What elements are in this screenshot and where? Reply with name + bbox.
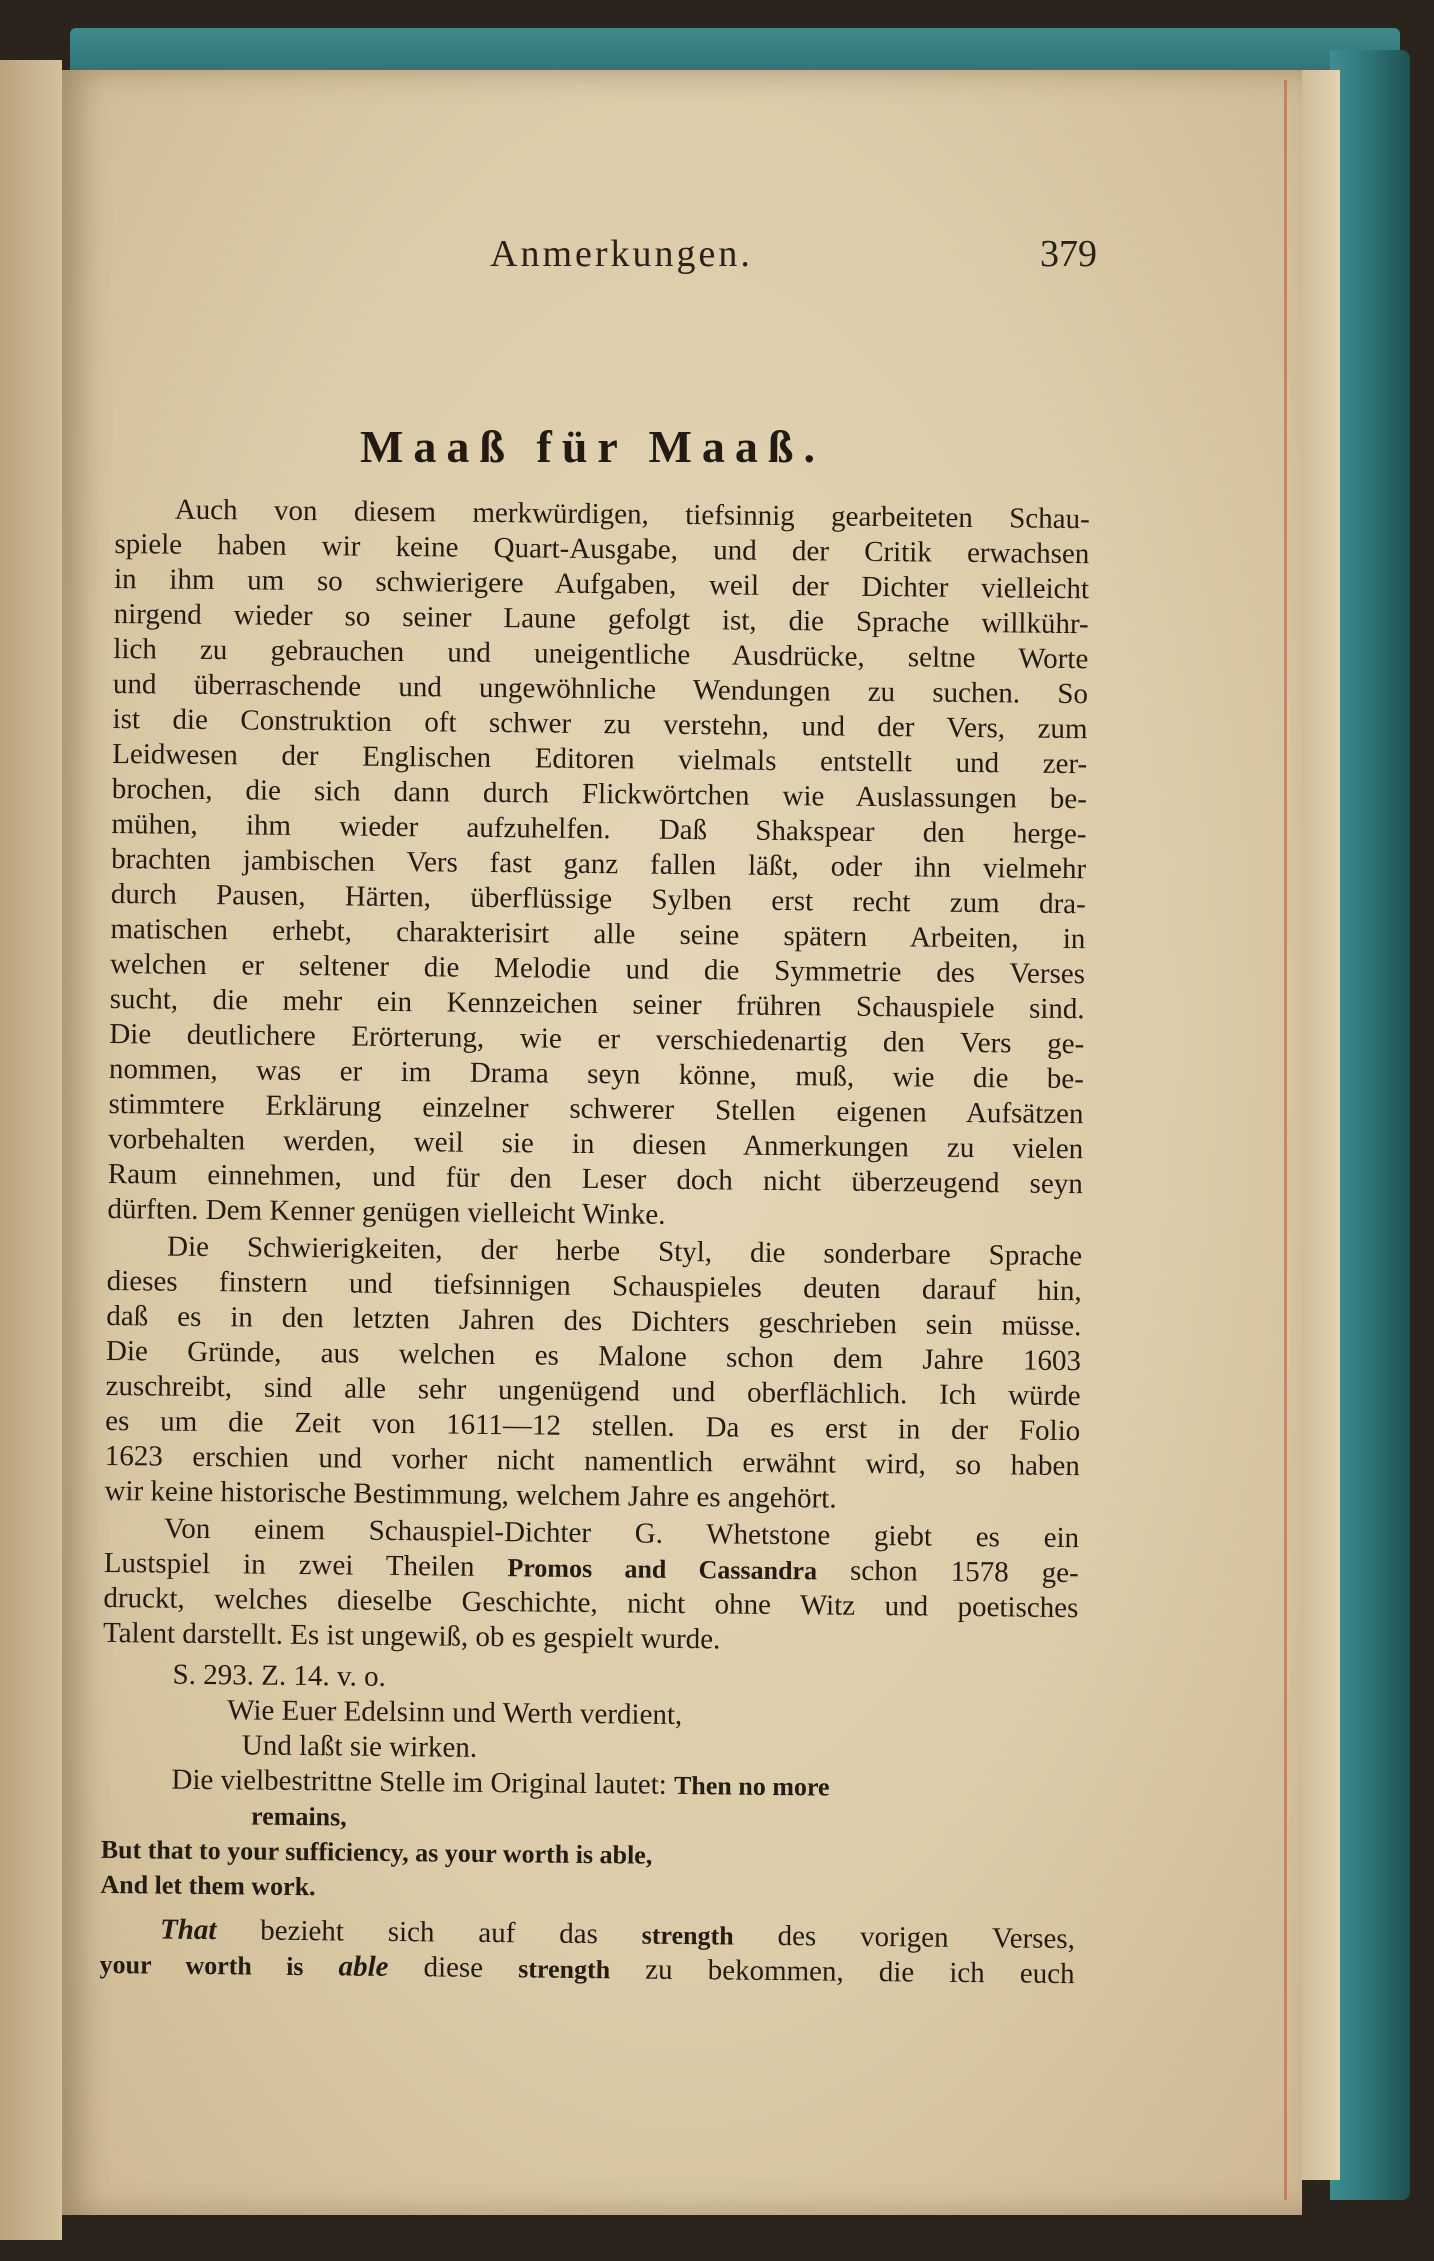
- text-line: vorbehalten werden, weil sie in diesen Anmerkungen zu vielen: [108, 1122, 1084, 1166]
- body-text: [99, 492, 1090, 1992]
- verse-line: Wie Euer Edelsinn und Werth verdient,: [227, 1694, 683, 1732]
- text-line: dieses finstern und tiefsinnigen Schauspieles deuten darauf hin,: [106, 1264, 1082, 1308]
- text-line: Die Schwierigkeiten, der herbe Styl, die sonderbare Sprache: [166, 1230, 1083, 1273]
- section-title: Maaß für Maaß.: [360, 421, 825, 472]
- text-segment: strength: [518, 1954, 611, 1985]
- text-line: druckt, welches dieselbe Geschichte, nicht ohne Witz und poetisches: [103, 1581, 1079, 1625]
- text-line: spiele haben wir keine Quart-Ausgabe, und der Critik erwachsen: [114, 527, 1090, 571]
- text-segment: Die vielbestrittne Stelle im Original lautet:: [171, 1763, 667, 1801]
- facing-page-edge: [0, 60, 62, 2240]
- paragraph-1: [107, 492, 1090, 1237]
- text-line: nirgend wieder so seiner Laune gefolgt ist, die Sprache willkühr-: [113, 597, 1089, 641]
- text-segment: des vorigen Verses,: [777, 1920, 1076, 1956]
- text-line: Leidwesen der Englischen Editoren vielmals entstellt und zer-: [112, 737, 1088, 781]
- page-number: 379: [1040, 233, 1097, 275]
- text-line: brachten jambischen Vers fast ganz fallen läßt, oder ihn vielmehr: [110, 842, 1087, 886]
- text-segment: That: [159, 1913, 217, 1947]
- english-quote: But that to your sufficiency, as your worth is able,: [100, 1834, 653, 1870]
- text-segment: strength: [641, 1920, 734, 1951]
- text-line: matischen erhebt, charakterisirt alle seine spätern Arbeiten, in: [110, 912, 1086, 956]
- text-line: sucht, die mehr ein Kennzeichen seiner frühren Schauspiele sind.: [109, 982, 1085, 1026]
- text-line: Die deutlichere Erörterung, wie er verschiedenartig den Vers ge-: [109, 1017, 1085, 1061]
- running-title: Anmerkungen.: [490, 233, 753, 275]
- text-line: stimmtere Erklärung einzelner schwerer Stellen eigenen Aufsätzen: [108, 1087, 1084, 1131]
- english-quote: remains,: [250, 1801, 347, 1832]
- text-segment: diese: [423, 1951, 484, 1984]
- paragraph-2: [104, 1229, 1082, 1519]
- english-quote: Then no more: [673, 1770, 830, 1802]
- text-line: ist die Construktion oft schwer zu verstehn, und der Vers, zum: [112, 702, 1088, 746]
- book-cover-right-edge: [1330, 50, 1410, 2200]
- text-line: welchen er seltener die Melodie und die Symmetrie des Verses: [109, 947, 1086, 991]
- text-line: dürften. Dem Kenner genügen vielleicht Winke.: [107, 1192, 666, 1231]
- text-segment: bezieht sich auf das: [260, 1914, 599, 1951]
- text-line: Von einem Schauspiel-Dichter G. Whetstone giebt es ein: [163, 1512, 1080, 1555]
- text-line: wir keine historische Bestimmung, welchem Jahre es angehört.: [104, 1474, 837, 1515]
- text-line: und überraschende und ungewöhnliche Wendungen zu suchen. So: [112, 667, 1089, 711]
- text-line: nommen, was er im Drama seyn könne, muß, wie die be-: [108, 1052, 1085, 1096]
- english-quote: And let them work.: [100, 1869, 316, 1902]
- text-line: Raum einnehmen, und für den Leser doch nicht überzeugend seyn: [107, 1157, 1083, 1201]
- text-segment: able: [338, 1950, 389, 1983]
- text-line: zuschreibt, sind alle sehr ungenügend und oberflächlich. Ich würde: [105, 1369, 1081, 1413]
- text-line: Auch von diesem merkwürdigen, tiefsinnig gearbeiteten Schau-: [174, 493, 1090, 536]
- text-segment: your worth is: [99, 1949, 304, 1982]
- page-edge-line: [1284, 80, 1287, 2200]
- paragraph-3: [103, 1511, 1079, 1661]
- text-line: lich zu gebrauchen und uneigentliche Ausdrücke, seltne Worte: [113, 632, 1089, 676]
- line-reference: S. 293. Z. 14. v. o.: [172, 1658, 386, 1693]
- verse-line: Und laßt sie wirken.: [241, 1729, 478, 1764]
- text-segment: schon 1578 ge-: [849, 1554, 1079, 1590]
- text-line: durch Pausen, Härten, überflüssige Sylben erst recht zum dra-: [110, 877, 1086, 921]
- english-title: Promos and Cassandra: [507, 1553, 818, 1586]
- text-line: 1623 erschien und vorher nicht namentlich erwähnt wird, so haben: [104, 1439, 1081, 1483]
- text-line: daß es in den letzten Jahren des Dichters geschrieben sein müsse.: [106, 1299, 1082, 1343]
- text-line: mühen, ihm wieder aufzuhelfen. Daß Shakspear den herge-: [111, 807, 1087, 851]
- text-line: Die Gründe, aus welchen es Malone schon dem Jahre 1603: [105, 1334, 1082, 1378]
- text-line: brochen, die sich dann durch Flickwörtchen wie Auslassungen be-: [111, 772, 1088, 816]
- text-segment: Lustspiel in zwei Theilen: [103, 1546, 475, 1583]
- text-line: es um die Zeit von 1611—12 stellen. Da es erst in der Folio: [105, 1404, 1081, 1448]
- text-segment: zu bekommen, die ich euch: [645, 1953, 1075, 1991]
- text-line: in ihm um so schwierigere Aufgaben, weil der Dichter vielleicht: [113, 562, 1090, 606]
- text-line: Talent darstellt. Es ist ungewiß, ob es gespielt wurde.: [102, 1616, 721, 1656]
